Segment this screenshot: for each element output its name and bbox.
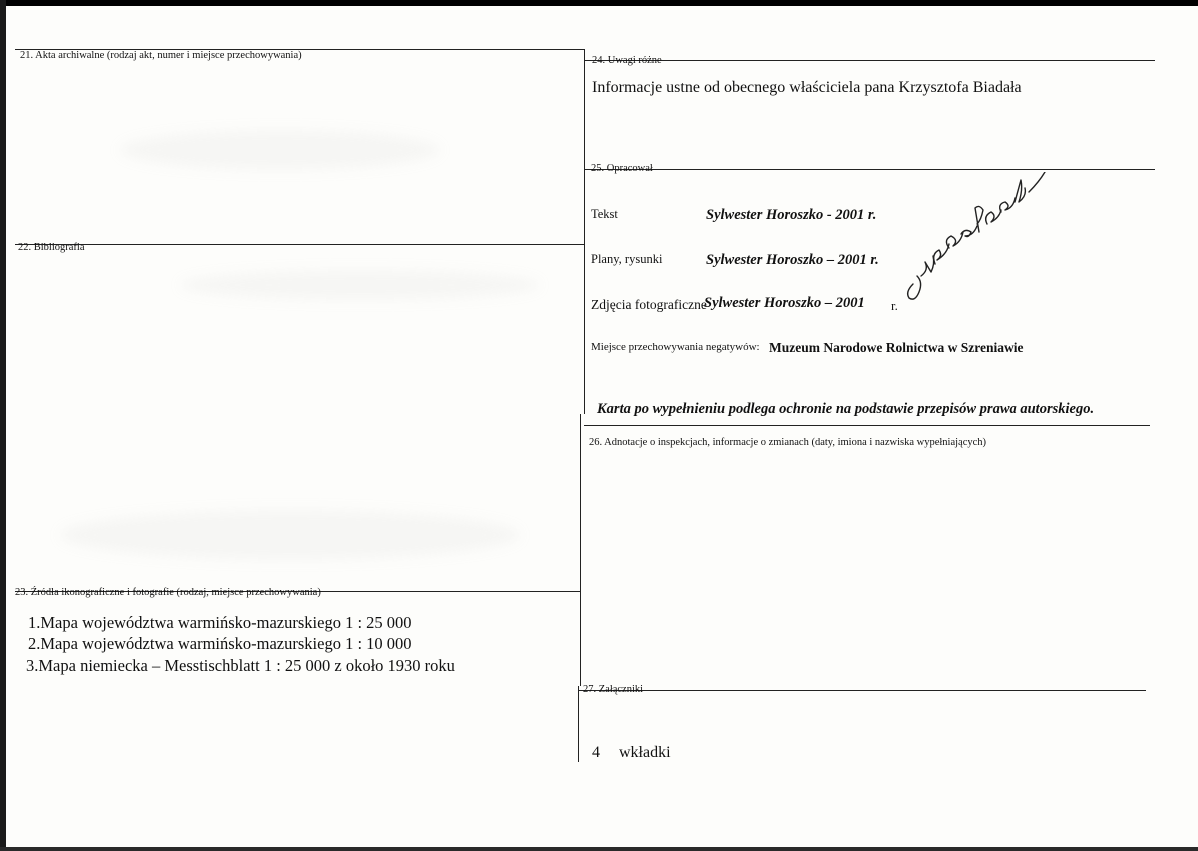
photos-author-suffix: r.: [891, 298, 898, 313]
source-item-3: 3.Mapa niemiecka – Messtischblatt 1 : 25 000 z około 1930 roku: [26, 656, 455, 675]
scan-border-top: [0, 0, 1198, 6]
scan-smudge: [180, 270, 540, 300]
section-25-top-rule: [585, 169, 1155, 170]
text-author-label: Tekst: [591, 207, 618, 221]
remarks-text: Informacje ustne od obecnego właściciela pana Krzysztofa Biadała: [592, 79, 1022, 96]
column-divider-lower: [578, 686, 579, 762]
section-25-label: 25. Opracował: [591, 163, 653, 174]
scan-border-bottom: [0, 847, 1198, 851]
scan-smudge: [60, 510, 520, 560]
scan-smudge: [120, 130, 440, 170]
photos-author-label: Zdjęcia fotograficzne: [591, 297, 707, 312]
section-24-label: 24. Uwagi różne: [592, 55, 662, 66]
section-24-top-rule: [585, 60, 1155, 61]
negatives-location-label: Miejsce przechowywania negatywów:: [591, 341, 760, 353]
section-22-label: 22. Bibliografia: [18, 242, 85, 253]
column-divider-middle: [580, 414, 581, 686]
column-divider-upper: [584, 49, 585, 414]
copyright-notice: Karta po wypełnieniu podlega ochronie na podstawie przepisów prawa autorskiego.: [597, 401, 1095, 417]
attachments-count: 4: [592, 744, 600, 761]
source-item-2: 2.Mapa województwa warmińsko-mazurskiego 1 : 10 000: [28, 634, 412, 653]
attachments-unit: wkładki: [619, 744, 671, 761]
section-21-label: 21. Akta archiwalne (rodzaj akt, numer i miejsce przechowywania): [20, 50, 302, 61]
handwritten-signature: [895, 172, 1055, 312]
section-26-label: 26. Adnotacje o inspekcjach, informacje o zmianach (daty, imiona i nazwiska wypełniających): [589, 437, 987, 448]
section-22-top-rule: [15, 244, 585, 245]
drawings-author-value: Sylwester Horoszko – 2001 r.: [706, 252, 879, 268]
section-23-label: 23. Źródła ikonograficzne i fotografie (rodzaj, miejsce przechowywania): [15, 587, 321, 598]
photos-author-value: Sylwester Horoszko – 2001: [704, 295, 865, 311]
negatives-location-value: Muzeum Narodowe Rolnictwa w Szreniawie: [769, 340, 1024, 355]
source-item-1: 1.Mapa województwa warmińsko-mazurskiego 1 : 25 000: [28, 613, 412, 632]
copyright-notice-underline: [584, 425, 1150, 426]
drawings-author-label: Plany, rysunki: [591, 252, 663, 266]
scan-border-left: [0, 0, 6, 851]
section-27-label: 27. Załączniki: [583, 684, 644, 695]
section-27-top-rule: [578, 690, 1146, 691]
text-author-value: Sylwester Horoszko - 2001 r.: [706, 207, 877, 223]
